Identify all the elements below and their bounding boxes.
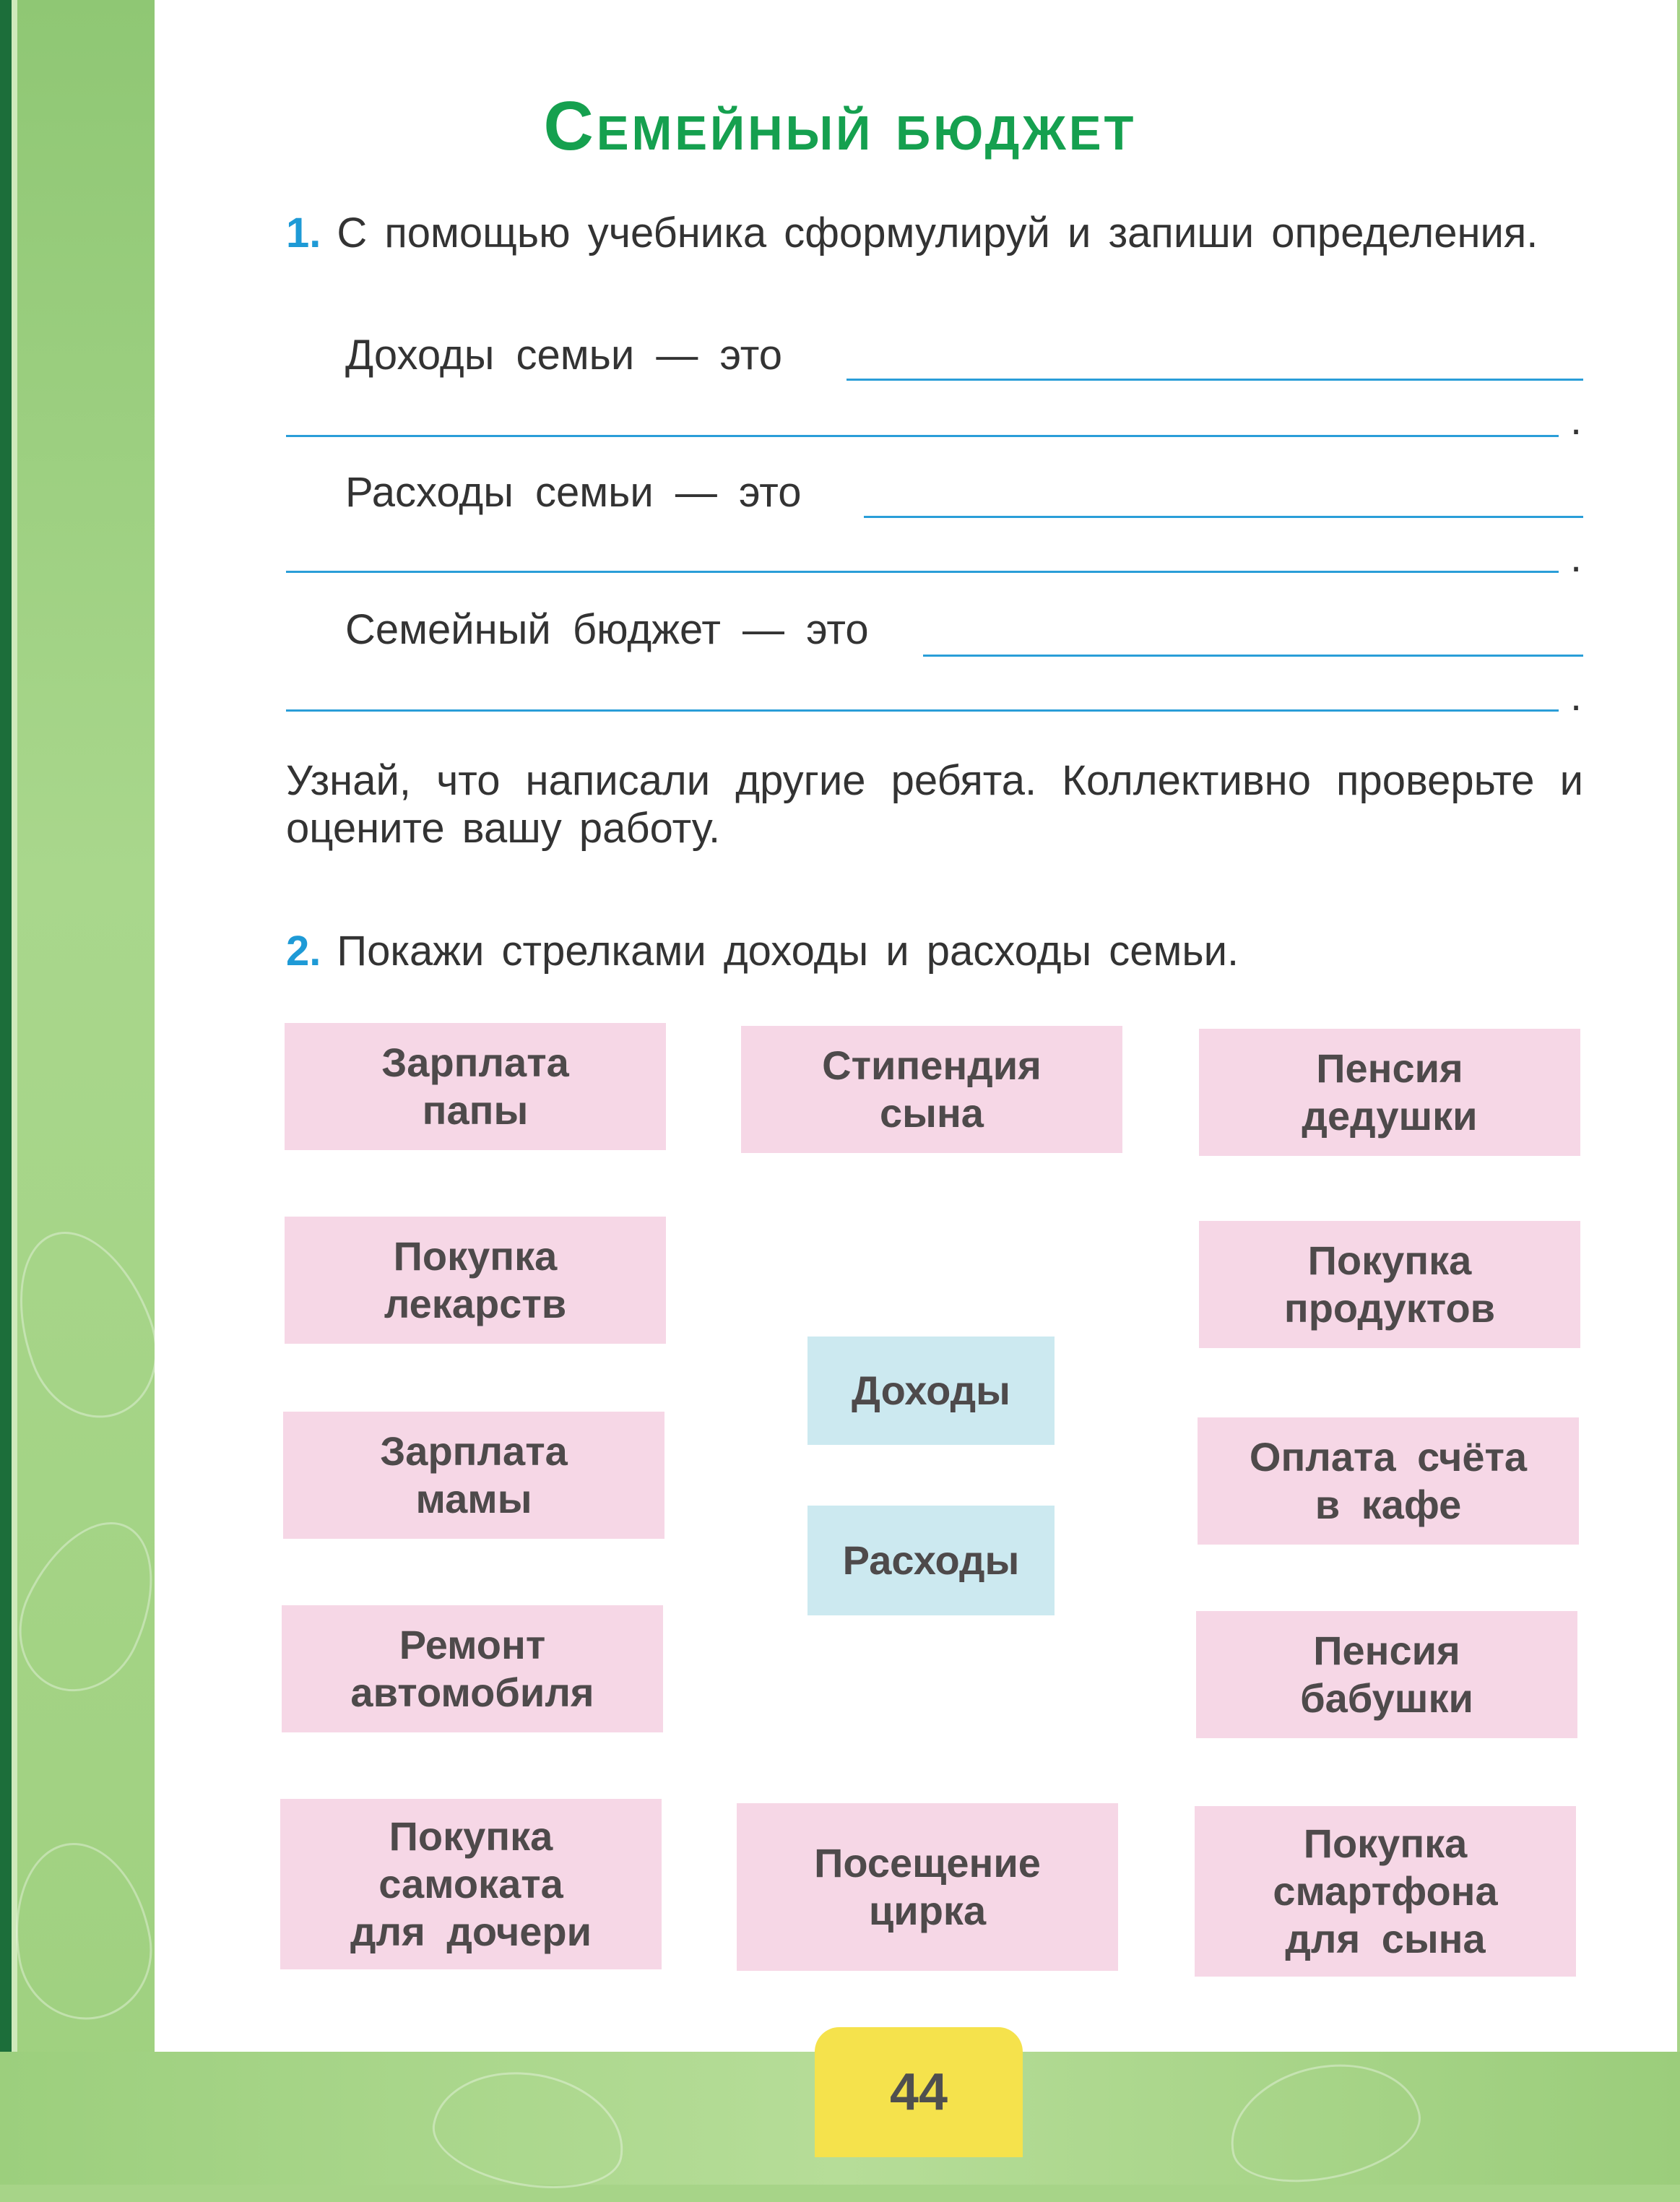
line-end-dot: . <box>1570 673 1582 720</box>
card-father-salary[interactable]: Зарплата папы <box>285 1023 666 1150</box>
definition-label-income: Доходы семьи — это <box>345 332 782 379</box>
answer-line[interactable] <box>286 571 1559 573</box>
card-buying-medicine[interactable]: Покупка лекарств <box>285 1217 666 1344</box>
card-circus-visit[interactable]: Посещение цирка <box>737 1803 1118 1971</box>
card-buying-groceries[interactable]: Покупка продуктов <box>1199 1221 1580 1348</box>
card-mother-salary[interactable]: Зарплата мамы <box>283 1412 664 1539</box>
book-spine <box>0 0 12 2185</box>
card-cafe-bill[interactable]: Оплата счёта в кафе <box>1198 1417 1579 1545</box>
card-grandmother-pension[interactable]: Пенсия бабушки <box>1196 1611 1577 1738</box>
page-edges <box>12 0 17 2185</box>
answer-line[interactable] <box>864 516 1583 518</box>
line-end-dot: . <box>1570 397 1582 444</box>
card-expenses[interactable]: Расходы <box>807 1506 1055 1615</box>
answer-line[interactable] <box>286 435 1559 437</box>
task1-text <box>286 210 1583 257</box>
card-grandfather-pension[interactable]: Пенсия дедушки <box>1199 1029 1580 1156</box>
card-car-repair[interactable]: Ремонт автомобиля <box>282 1605 663 1732</box>
card-son-scholarship[interactable]: Стипендия сына <box>741 1026 1122 1153</box>
answer-line[interactable] <box>286 709 1559 712</box>
definition-label-expenses: Расходы семьи — это <box>345 469 802 516</box>
card-buying-scooter[interactable]: Покупка самоката для дочери <box>280 1799 662 1969</box>
task2-text <box>286 928 1583 975</box>
line-end-dot: . <box>1570 534 1582 581</box>
page-number: 44 <box>815 2027 1023 2157</box>
answer-line[interactable] <box>847 379 1583 381</box>
task1-instruction: С помощью учебника сформулируй и запиши определения. <box>337 210 1538 256</box>
card-buying-smartphone[interactable]: Покупка смартфона для сына <box>1195 1806 1576 1977</box>
task2-number: 2. <box>286 928 321 975</box>
task1-number: 1. <box>286 210 321 256</box>
card-income[interactable]: Доходы <box>807 1337 1055 1445</box>
task1-note: Узнай, что написали другие ребята. Коллективно проверьте и оцените вашу работу. <box>286 757 1583 852</box>
answer-line[interactable] <box>923 655 1583 657</box>
page-title: Семейный бюджет <box>543 87 1137 165</box>
task2-instruction: Покажи стрелками доходы и расходы семьи. <box>337 928 1239 975</box>
definition-label-budget: Семейный бюджет — это <box>345 606 869 653</box>
